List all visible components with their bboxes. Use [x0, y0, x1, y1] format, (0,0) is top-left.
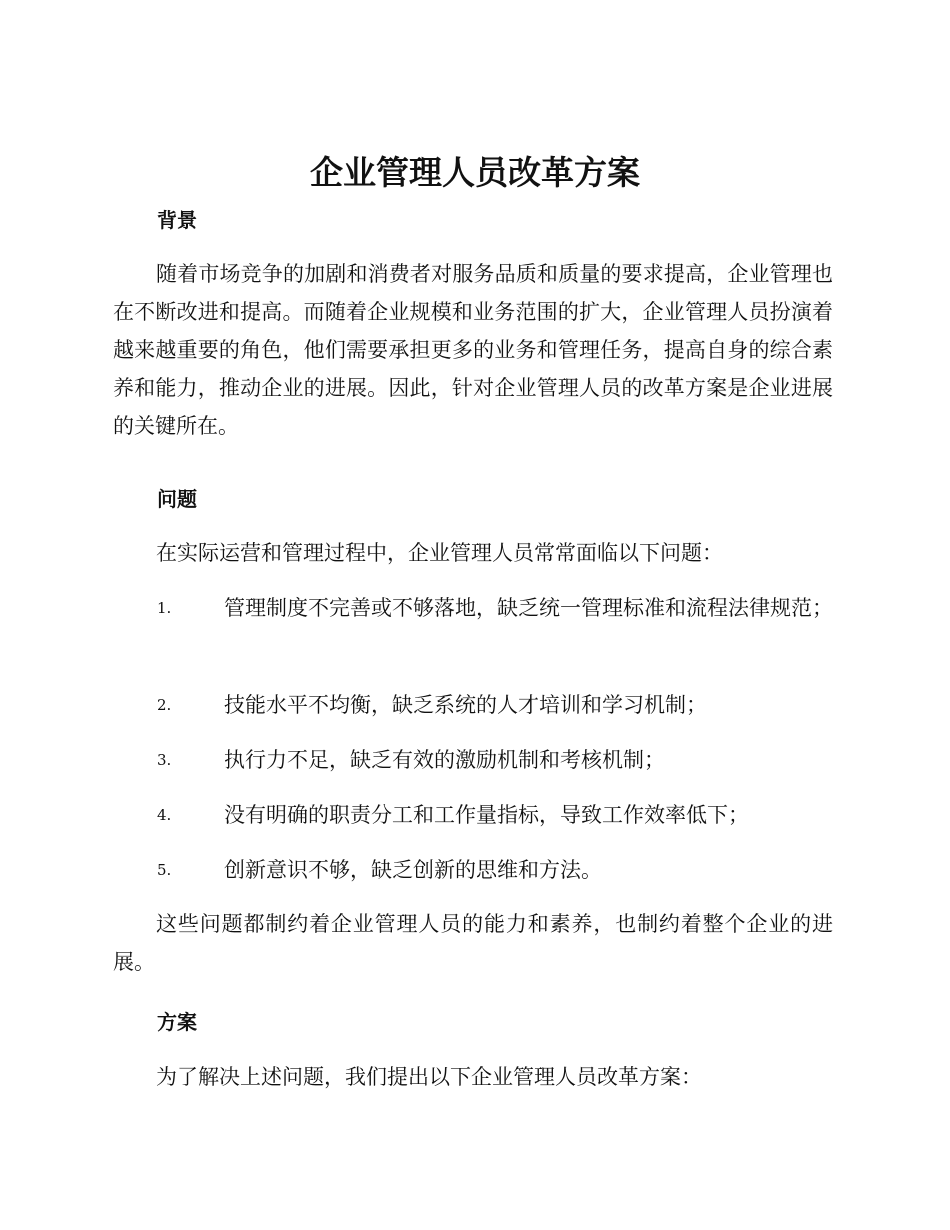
problems-intro: 在实际运营和管理过程中，企业管理人员常常面临以下问题： — [156, 541, 723, 565]
plan-intro: 为了解决上述问题，我们提出以下企业管理人员改革方案： — [156, 1065, 702, 1089]
background-paragraph: 随着市场竞争的加剧和消费者对服务品质和质量的要求提高，企业管理也在不断改进和提高。而随着企业规模和业务范围的扩大，企业管理人员扮演着越来越重要的角色，他们需要承担更多的业务和管理任务，提高自身的综合素养和能力，推动企业的进展。因此，针对企业管理人员的改革方案是企业进展的关键所在。 — [113, 262, 833, 438]
problems-conclusion: 这些问题都制约着企业管理人员的能力和素养，也制约着整个企业的进展。 — [113, 912, 833, 974]
list-item — [113, 741, 833, 779]
document-title: 企业管理人员改革方案 — [310, 153, 640, 192]
list-item-number: 3. — [157, 751, 172, 769]
list-item-number: 5. — [157, 861, 172, 879]
section-heading-problems: 问题 — [157, 487, 197, 511]
list-item-number: 2. — [157, 696, 172, 714]
list-item-number: 1. — [157, 599, 172, 617]
list-item — [113, 686, 833, 724]
section-heading-plan: 方案 — [157, 1010, 197, 1034]
list-item — [113, 589, 833, 627]
list-item-text: 创新意识不够，缺乏创新的思维和方法。 — [224, 858, 602, 882]
list-item-text: 技能水平不均衡，缺乏系统的人才培训和学习机制； — [224, 693, 707, 717]
list-item-text: 执行力不足，缺乏有效的激励机制和考核机制； — [224, 748, 665, 772]
list-item — [113, 796, 833, 834]
list-item-text: 没有明确的职责分工和工作量指标，导致工作效率低下； — [224, 803, 749, 827]
list-item-text: 管理制度不完善或不够落地，缺乏统一管理标准和流程法律规范； — [224, 596, 833, 620]
list-item — [113, 851, 833, 889]
list-item-number: 4. — [157, 806, 172, 824]
section-heading-background: 背景 — [157, 208, 197, 232]
